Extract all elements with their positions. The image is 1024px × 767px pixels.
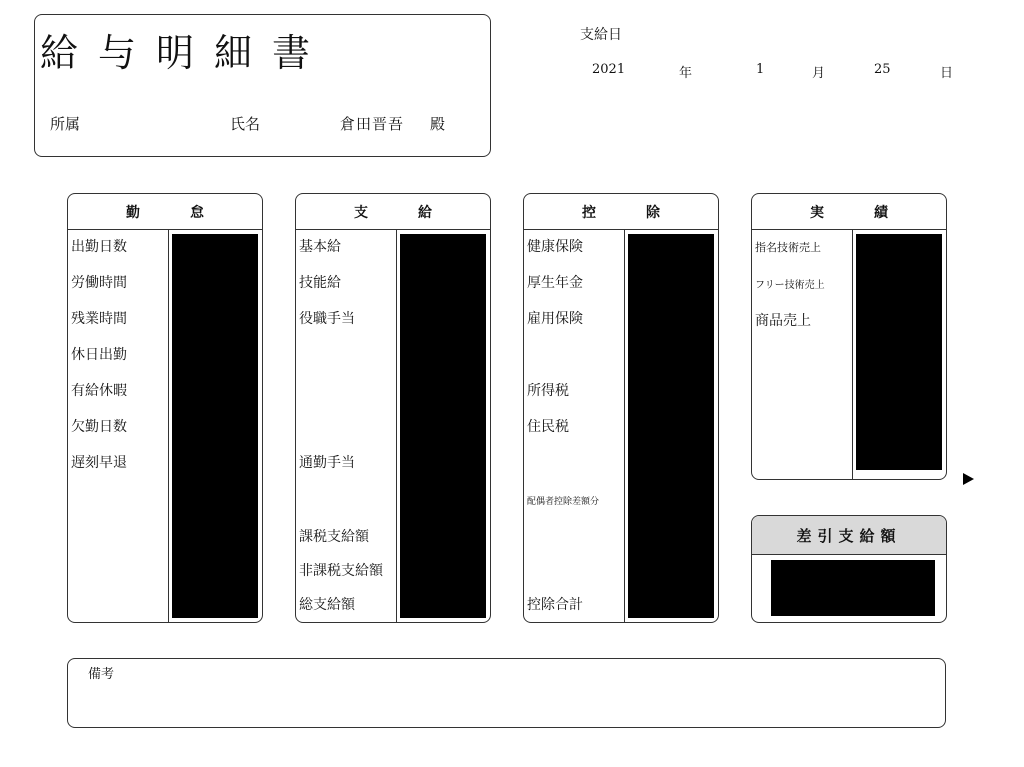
performance-heading-char-2: 績	[874, 204, 888, 221]
net-pay-redaction	[771, 560, 935, 616]
performance-heading	[752, 194, 946, 230]
net-pay-section	[751, 515, 947, 623]
attendance-redaction	[172, 234, 258, 618]
payments-divider	[396, 230, 397, 622]
deductions-item: 雇用保険	[527, 311, 583, 327]
payments-section	[295, 193, 491, 623]
attendance-item: 労働時間	[71, 275, 127, 291]
payments-heading-char-2: 給	[418, 204, 432, 221]
deductions-redaction	[628, 234, 714, 618]
deductions-section	[523, 193, 719, 623]
performance-heading-char-1: 実	[810, 204, 824, 221]
pay-date-year: 2021	[592, 62, 626, 77]
attendance-item: 遅刻早退	[71, 455, 127, 471]
payments-heading-char-1: 支	[354, 204, 368, 221]
arrow-right-icon	[963, 473, 974, 485]
payments-heading	[296, 194, 490, 230]
deductions-heading-char-2: 除	[646, 204, 660, 221]
deductions-heading	[524, 194, 718, 230]
department-label: 所属	[50, 115, 81, 133]
payments-item: 総支給額	[299, 597, 355, 613]
pay-date-day-unit: 日	[940, 66, 954, 81]
attendance-heading-char-1: 勤	[126, 204, 140, 221]
attendance-item: 出勤日数	[71, 239, 127, 255]
pay-date-month: 1	[756, 62, 765, 77]
attendance-item: 休日出勤	[71, 347, 127, 363]
deductions-item: 厚生年金	[527, 275, 583, 291]
payments-item: 基本給	[299, 239, 341, 255]
performance-item: 商品売上	[755, 313, 811, 329]
attendance-heading	[68, 194, 262, 230]
deductions-divider	[624, 230, 625, 622]
performance-divider	[852, 230, 853, 479]
remarks-box	[67, 658, 946, 728]
attendance-heading-char-2: 怠	[190, 204, 204, 221]
performance-redaction	[856, 234, 942, 470]
attendance-divider	[168, 230, 169, 622]
payments-item: 技能給	[299, 275, 341, 291]
payments-item: 非課税支給額	[299, 563, 383, 579]
employee-name: 倉田晋吾	[340, 115, 405, 133]
payments-item: 通勤手当	[299, 455, 355, 471]
deductions-item: 配偶者控除差額分	[527, 497, 600, 507]
honorific: 殿	[430, 115, 446, 133]
pay-date-label: 支給日	[580, 27, 622, 43]
net-pay-heading: 差引支給額	[752, 516, 946, 555]
remarks-label: 備考	[88, 667, 115, 682]
performance-section	[751, 193, 947, 480]
pay-date-year-unit: 年	[679, 66, 693, 81]
attendance-item: 欠勤日数	[71, 419, 127, 435]
pay-date-day: 25	[874, 62, 891, 77]
deductions-item: 健康保険	[527, 239, 583, 255]
performance-item: フリー技術売上	[755, 280, 825, 291]
attendance-section	[67, 193, 263, 623]
payments-item: 課税支給額	[299, 529, 369, 545]
pay-date-month-unit: 月	[812, 66, 826, 81]
attendance-item: 残業時間	[71, 311, 127, 327]
deductions-item: 住民税	[527, 419, 569, 435]
deductions-item: 所得税	[527, 383, 569, 399]
deductions-heading-char-1: 控	[582, 204, 596, 221]
payments-redaction	[400, 234, 486, 618]
deductions-item: 控除合計	[527, 597, 583, 613]
name-label: 氏名	[230, 115, 261, 133]
payments-item: 役職手当	[299, 311, 355, 327]
document-title: 給与明細書	[40, 31, 331, 75]
performance-item: 指名技術売上	[755, 241, 821, 254]
attendance-item: 有給休暇	[71, 383, 127, 399]
